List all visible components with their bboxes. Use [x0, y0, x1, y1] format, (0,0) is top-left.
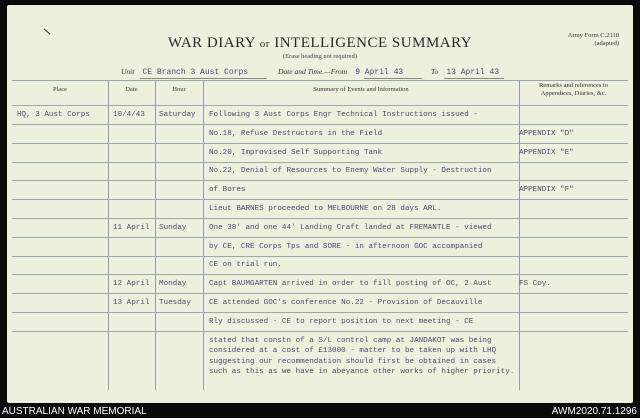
row-rule [12, 218, 628, 219]
row-rule [12, 180, 628, 181]
divider-hour-summary [203, 80, 204, 390]
column-header-summary: Summary of Events and Information [313, 86, 409, 93]
entry-summary: considered at a cost of £13000 - matter to be taken up with LHQ [209, 347, 497, 356]
entry-summary: One 38' and one 44' Landing Craft landed at FREMANTLE - viewed [209, 223, 492, 232]
entry-summary: such as this as we have in abeyance other works of higher priority. [209, 368, 515, 377]
entry-summary: Rly discussed - CE to report position to next meeting - CE [209, 317, 474, 326]
entry-hour: Monday [159, 280, 187, 289]
entry-remark: FS Coy. [519, 280, 551, 289]
title-or: or [259, 38, 270, 50]
column-header-remarks [519, 82, 628, 98]
row-rule [12, 124, 628, 125]
unit-label: Unit [121, 67, 135, 76]
form-number-note: (adapted) [594, 40, 619, 47]
page-title [7, 35, 633, 52]
row-rule [12, 312, 628, 313]
row-rule [12, 274, 628, 275]
entry-summary: No.22, Denial of Resources to Enemy Water Supply - Destruction [209, 167, 492, 176]
date-to-value: 13 April 43 [446, 68, 500, 77]
remarks-header-line-2: Appendices, Diaries, &c. [540, 90, 607, 97]
entry-summary: CE attended GOC's conference No.22 - Provision of Decauville [209, 299, 483, 307]
entry-remark: APPENDIX "E" [519, 148, 574, 157]
date-to-label: To [431, 67, 439, 76]
entry-date: 10/4/43 [113, 111, 145, 119]
diary-sheet [7, 5, 633, 403]
unit-value: CE Branch 3 Aust Corps [142, 68, 249, 77]
entry-summary: CE on trial run. [209, 261, 282, 270]
footer-accession-number: AWM2020.71.1296 [551, 406, 637, 417]
row-rule [12, 256, 628, 257]
divider-place-date [108, 80, 109, 390]
date-from-label: Date and Time.—From [278, 67, 348, 76]
row-rule [12, 143, 628, 144]
table-top-border [12, 80, 628, 81]
entry-summary: Capt BAUMGARTEN arrived in order to fill posting of OC, 2 Aust [209, 280, 492, 289]
header-bottom-border [12, 105, 628, 106]
row-rule [12, 331, 628, 332]
entry-summary: by CE, CRE Corps Tps and SORE - in afternoon GOC accompanied [209, 242, 483, 251]
entry-summary: No.20, Improvised Self Supporting Tank [209, 148, 383, 157]
divider-summary-remarks [519, 80, 520, 390]
column-header-hour: Hour [172, 86, 186, 93]
form-number-label: Army Form C.2118 [567, 32, 619, 39]
entry-date: 12 April [113, 280, 150, 289]
entry-summary: stated that constn of a S/L control camp at JANDAKOT was being [209, 336, 492, 345]
entry-place: HQ, 3 Aust Corps [17, 111, 90, 119]
footer-archive-name: AUSTRALIAN WAR MEMORIAL [2, 406, 147, 417]
entry-summary: No.18, Refuse Destructors in the Field [209, 129, 383, 138]
entry-hour: Tuesday [159, 299, 191, 307]
subtitle: (Erase heading not required) [282, 53, 358, 60]
form-number [568, 32, 619, 48]
entry-remark: APPENDIX "D" [519, 129, 574, 138]
column-header-date: Date [125, 86, 138, 93]
divider-date-hour [155, 80, 156, 390]
column-header-place: Place [52, 86, 68, 93]
entry-remark: APPENDIX "F" [519, 186, 574, 195]
unit-underline [140, 78, 267, 79]
title-intelligence-summary: INTELLIGENCE SUMMARY [274, 35, 473, 51]
title-war-diary: WAR DIARY [167, 35, 256, 51]
remarks-header-line-1: Remarks and references to [538, 82, 609, 89]
pencil-tick-mark [44, 29, 51, 35]
row-rule [12, 237, 628, 238]
from-underline [364, 78, 422, 79]
entry-summary: Lieut BARNES proceeded to MELBOURNE on 28 days ARL. [209, 205, 442, 213]
entry-hour: Sunday [159, 223, 187, 232]
entry-date: 11 April [113, 223, 150, 232]
row-rule [12, 162, 628, 163]
entry-hour: Saturday [159, 111, 196, 119]
entry-summary: of Bores [209, 186, 246, 195]
row-rule [12, 199, 628, 200]
entry-summary: Following 3 Aust Corps Engr Technical Instructions issued - [209, 111, 478, 119]
date-from-value: 9 April 43 [355, 68, 404, 77]
entry-summary: suggesting our recommendation should first be obtained in cases [209, 357, 497, 366]
entry-date: 13 April [113, 299, 150, 307]
row-rule [12, 293, 628, 294]
to-underline [444, 78, 504, 79]
